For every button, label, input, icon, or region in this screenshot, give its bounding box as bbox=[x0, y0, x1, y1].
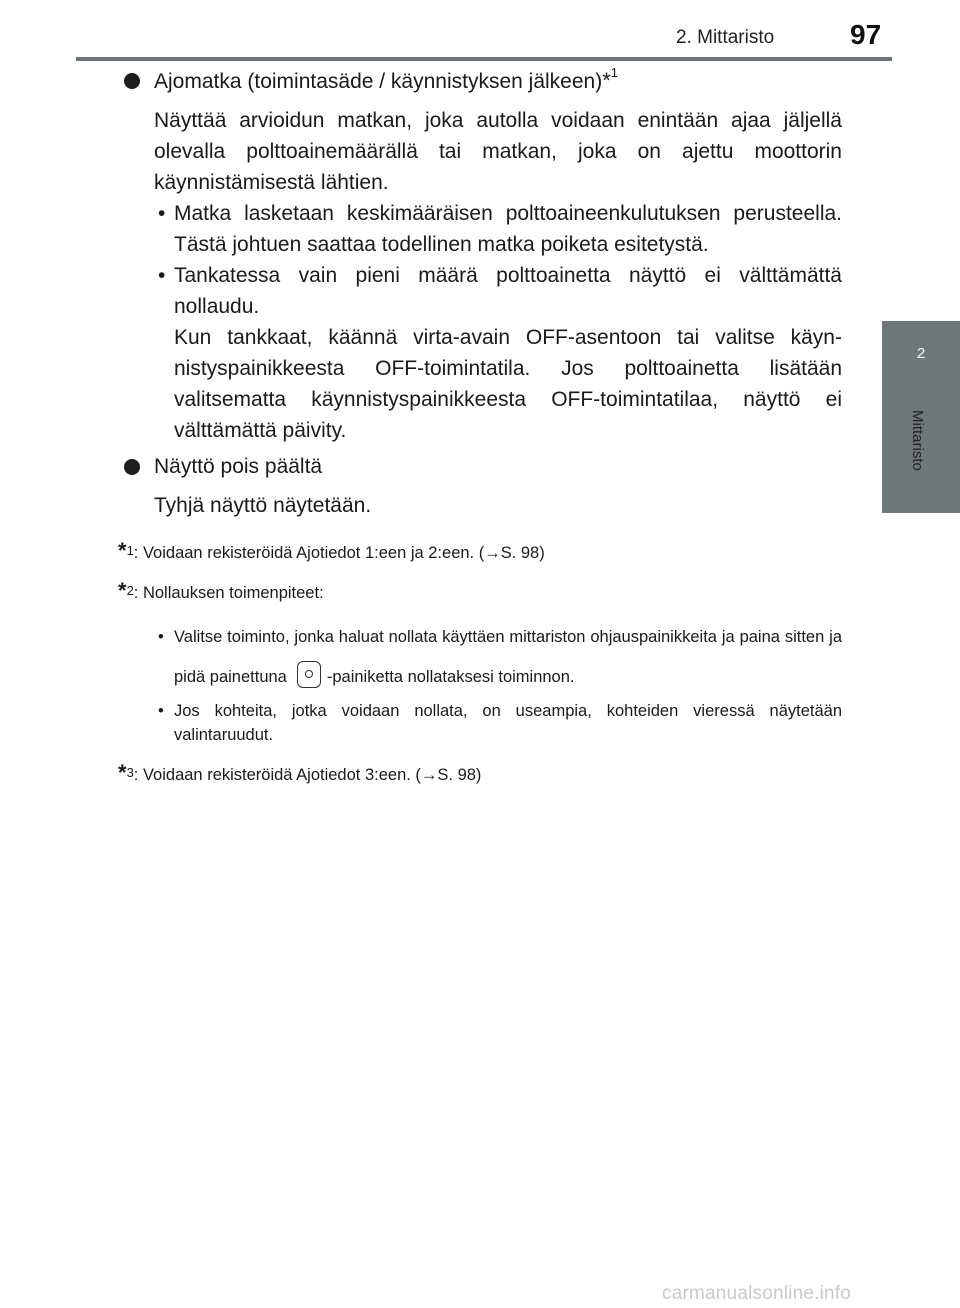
footnote-asterisk: * bbox=[118, 578, 127, 603]
list-item-text-part: -painiketta nollataksesi toiminnon. bbox=[326, 668, 575, 686]
list-item-text: Kun tankkaat, käännä virta-avain OFF-asentoon tai valitse käynnistyspainikkeesta OFF-toimintatila. Jos polttoainetta lisätään valitsematta käynnistyspainikkeesta OFF-toimintatilaa, näyttö ei välttämättä päivity. bbox=[174, 326, 842, 442]
list-item-text: Tankatessa vain pieni määrä polttoainetta näyttö ei välttämättä nollaudu. bbox=[174, 264, 842, 318]
list-item-text: Matka lasketaan keskimääräisen polttoaineenkulutuksen perusteella. Tästä johtuen saattaa todellinen matka poiketa esitetystä. bbox=[174, 202, 842, 256]
item-heading-text: Näyttö pois päältä bbox=[154, 455, 323, 478]
list-bullet: • bbox=[158, 702, 164, 720]
bullet-dot-icon bbox=[124, 73, 140, 89]
list-item bbox=[118, 260, 842, 446]
chapter-tab-label: Mittaristo bbox=[909, 410, 926, 471]
item-description: Näyttää arvioidun matkan, joka autolla voidaan enintään ajaa jäljellä olevalla polttoainemäärällä tai matkan, joka on ajettu moottorin käynnistämisestä lähtien. bbox=[154, 109, 842, 194]
list-bullet: • bbox=[158, 202, 166, 225]
footnote-text: : Voidaan rekisteröidä Ajotiedot 1:een ja 2:een. (→S. 98) bbox=[133, 544, 545, 562]
list-item-text-part: Valitse toiminto, jonka haluat nollata käyttäen mittariston ohjauspainikkeita ja paina sitten ja pidä painettuna bbox=[174, 628, 842, 686]
footnote-1 bbox=[118, 539, 842, 565]
item-heading-text: Ajomatka (toimintasäde / käynnistyksen jälkeen) bbox=[154, 70, 603, 93]
item-description: Tyhjä näyttö näytetään. bbox=[154, 494, 372, 517]
watermark: carmanualsonline.info bbox=[662, 1283, 852, 1304]
footnote-number: 3 bbox=[126, 765, 134, 780]
footnote-3 bbox=[118, 761, 842, 787]
footnote-number: 2 bbox=[126, 583, 134, 598]
reset-button-icon bbox=[297, 661, 321, 688]
list-item bbox=[118, 198, 842, 260]
list-bullet: • bbox=[158, 264, 166, 287]
footnote-asterisk: * bbox=[602, 68, 611, 93]
header-section-title: 2. Mittaristo bbox=[676, 27, 775, 48]
footnote-text: : Nollauksen toimenpiteet: bbox=[133, 584, 324, 602]
footnote-2 bbox=[118, 579, 842, 605]
list-item-text bbox=[174, 617, 842, 697]
footnote-ref: 1 bbox=[610, 65, 619, 80]
footnote-number: 1 bbox=[126, 543, 134, 558]
chapter-tab-number: 2 bbox=[916, 345, 926, 362]
header-divider bbox=[76, 57, 892, 61]
list-item-text: Jos kohteita, jotka voidaan nollata, on useampia, kohteiden vieressä näytetään valintaruudut. bbox=[174, 702, 842, 744]
footnote-asterisk: * bbox=[118, 760, 127, 785]
item-heading-trip-range bbox=[118, 66, 842, 97]
item-heading-display-off bbox=[118, 452, 842, 482]
footnote-asterisk: * bbox=[118, 538, 127, 563]
page-content bbox=[118, 66, 842, 787]
bullet-dot-icon bbox=[124, 459, 140, 475]
footnote-text: : Voidaan rekisteröidä Ajotiedot 3:een. (→S. 98) bbox=[133, 766, 482, 784]
list-item bbox=[118, 699, 842, 747]
list-bullet: • bbox=[158, 628, 164, 646]
list-item bbox=[118, 617, 842, 697]
page-number: 97 bbox=[850, 19, 882, 50]
